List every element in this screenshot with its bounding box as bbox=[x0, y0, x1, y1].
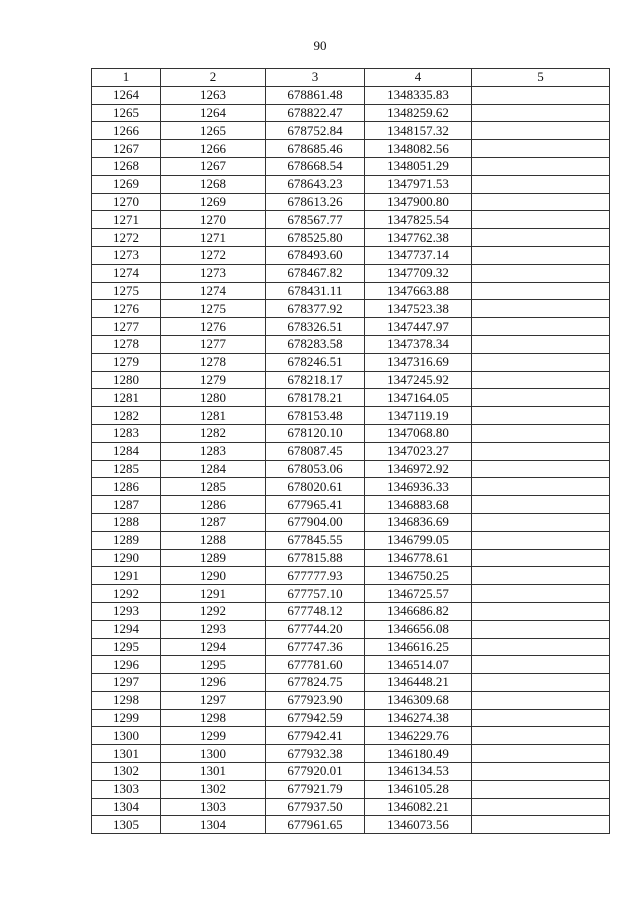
table-cell bbox=[472, 389, 610, 407]
table-cell: 677923.90 bbox=[266, 691, 365, 709]
table-cell: 1297 bbox=[161, 691, 266, 709]
page-number: 90 bbox=[313, 38, 327, 53]
table-cell bbox=[472, 353, 610, 371]
table-row bbox=[92, 496, 610, 514]
table-cell: 1346134.53 bbox=[365, 763, 472, 781]
table-cell: 1272 bbox=[92, 229, 161, 247]
table-cell bbox=[472, 140, 610, 158]
table-cell bbox=[472, 442, 610, 460]
table-cell: 1270 bbox=[161, 211, 266, 229]
table-cell: 1346105.28 bbox=[365, 780, 472, 798]
table-cell: 1285 bbox=[161, 478, 266, 496]
table-cell: 1295 bbox=[161, 656, 266, 674]
table-cell: 678020.61 bbox=[266, 478, 365, 496]
table-cell: 1287 bbox=[92, 496, 161, 514]
table-cell: 1277 bbox=[92, 318, 161, 336]
coordinates-table bbox=[91, 68, 610, 834]
table-cell: 677942.59 bbox=[266, 709, 365, 727]
table-cell: 1269 bbox=[92, 175, 161, 193]
table-cell: 1272 bbox=[161, 246, 266, 264]
table-row bbox=[92, 478, 610, 496]
table-cell: 1290 bbox=[92, 549, 161, 567]
table-cell: 1347316.69 bbox=[365, 353, 472, 371]
table-cell: 1302 bbox=[92, 763, 161, 781]
column-header: 2 bbox=[161, 69, 266, 87]
table-cell: 1268 bbox=[161, 175, 266, 193]
table-cell bbox=[472, 709, 610, 727]
table-cell: 677961.65 bbox=[266, 816, 365, 834]
table-cell: 1300 bbox=[92, 727, 161, 745]
table-cell: 1276 bbox=[92, 300, 161, 318]
table-cell: 1265 bbox=[92, 104, 161, 122]
table-row bbox=[92, 424, 610, 442]
table-cell: 1346750.25 bbox=[365, 567, 472, 585]
table-cell: 678153.48 bbox=[266, 407, 365, 425]
table-cell: 677942.41 bbox=[266, 727, 365, 745]
table-row bbox=[92, 620, 610, 638]
table-cell: 678668.54 bbox=[266, 157, 365, 175]
table-cell: 1264 bbox=[92, 86, 161, 104]
table-cell: 1348051.29 bbox=[365, 157, 472, 175]
table-row bbox=[92, 656, 610, 674]
table-cell: 1275 bbox=[161, 300, 266, 318]
table-cell: 677845.55 bbox=[266, 531, 365, 549]
table-cell bbox=[472, 424, 610, 442]
table-cell: 1346725.57 bbox=[365, 585, 472, 603]
table-cell: 1286 bbox=[161, 496, 266, 514]
table-cell: 1348082.56 bbox=[365, 140, 472, 158]
table-cell: 677904.00 bbox=[266, 513, 365, 531]
table-cell bbox=[472, 104, 610, 122]
table-cell: 1299 bbox=[161, 727, 266, 745]
table-cell: 1289 bbox=[92, 531, 161, 549]
table-row bbox=[92, 531, 610, 549]
table-cell: 1294 bbox=[161, 638, 266, 656]
table-cell: 1271 bbox=[92, 211, 161, 229]
table-cell: 1346836.69 bbox=[365, 513, 472, 531]
table-cell bbox=[472, 371, 610, 389]
table-row bbox=[92, 264, 610, 282]
table-cell: 1292 bbox=[161, 602, 266, 620]
table-cell bbox=[472, 780, 610, 798]
table-cell: 678685.46 bbox=[266, 140, 365, 158]
table-cell: 1303 bbox=[92, 780, 161, 798]
table-cell: 1304 bbox=[161, 816, 266, 834]
table-cell: 677937.50 bbox=[266, 798, 365, 816]
table-cell bbox=[472, 407, 610, 425]
table-cell: 1289 bbox=[161, 549, 266, 567]
table-cell: 1265 bbox=[161, 122, 266, 140]
table-cell: 677920.01 bbox=[266, 763, 365, 781]
table-cell: 1346229.76 bbox=[365, 727, 472, 745]
table-cell bbox=[472, 567, 610, 585]
table-cell: 1277 bbox=[161, 335, 266, 353]
table-cell bbox=[472, 318, 610, 336]
table-cell bbox=[472, 585, 610, 603]
table-cell: 1267 bbox=[92, 140, 161, 158]
table-cell: 1299 bbox=[92, 709, 161, 727]
table-cell: 678326.51 bbox=[266, 318, 365, 336]
table-cell bbox=[472, 816, 610, 834]
table-row bbox=[92, 229, 610, 247]
table-cell: 1274 bbox=[92, 264, 161, 282]
table-cell: 1293 bbox=[92, 602, 161, 620]
table-cell: 678822.47 bbox=[266, 104, 365, 122]
table-cell: 1348259.62 bbox=[365, 104, 472, 122]
table-cell: 1283 bbox=[92, 424, 161, 442]
table-cell: 1294 bbox=[92, 620, 161, 638]
table-cell: 1291 bbox=[92, 567, 161, 585]
table-cell: 1346073.56 bbox=[365, 816, 472, 834]
table-row bbox=[92, 691, 610, 709]
table-cell: 1347825.54 bbox=[365, 211, 472, 229]
table-cell: 678643.23 bbox=[266, 175, 365, 193]
table-cell: 1347119.19 bbox=[365, 407, 472, 425]
table-cell: 1296 bbox=[92, 656, 161, 674]
table-row bbox=[92, 122, 610, 140]
table-row bbox=[92, 638, 610, 656]
table-row bbox=[92, 674, 610, 692]
table-cell: 678493.60 bbox=[266, 246, 365, 264]
table-cell bbox=[472, 674, 610, 692]
table-cell: 1304 bbox=[92, 798, 161, 816]
table-row bbox=[92, 567, 610, 585]
table-cell bbox=[472, 122, 610, 140]
table-cell: 1292 bbox=[92, 585, 161, 603]
table-cell: 1346309.68 bbox=[365, 691, 472, 709]
table-row bbox=[92, 798, 610, 816]
table-cell: 1267 bbox=[161, 157, 266, 175]
table-cell: 677932.38 bbox=[266, 745, 365, 763]
table-cell: 1287 bbox=[161, 513, 266, 531]
table-cell: 1295 bbox=[92, 638, 161, 656]
table-cell: 1346448.21 bbox=[365, 674, 472, 692]
column-header: 5 bbox=[472, 69, 610, 87]
table-cell: 1348157.32 bbox=[365, 122, 472, 140]
table-cell: 1278 bbox=[161, 353, 266, 371]
table-cell: 1286 bbox=[92, 478, 161, 496]
table-cell: 1296 bbox=[161, 674, 266, 692]
table-cell: 678567.77 bbox=[266, 211, 365, 229]
table-cell: 677781.60 bbox=[266, 656, 365, 674]
table-row bbox=[92, 407, 610, 425]
table-cell: 1264 bbox=[161, 104, 266, 122]
table-cell: 677748.12 bbox=[266, 602, 365, 620]
table-cell bbox=[472, 157, 610, 175]
table-cell: 677747.36 bbox=[266, 638, 365, 656]
table-row bbox=[92, 745, 610, 763]
header-row bbox=[92, 69, 610, 87]
table-cell: 1284 bbox=[161, 460, 266, 478]
table-cell: 1346656.08 bbox=[365, 620, 472, 638]
table-cell bbox=[472, 620, 610, 638]
table-cell: 1346514.07 bbox=[365, 656, 472, 674]
table-row bbox=[92, 246, 610, 264]
table-row bbox=[92, 816, 610, 834]
table-cell: 677815.88 bbox=[266, 549, 365, 567]
table-row bbox=[92, 300, 610, 318]
table-cell: 1346972.92 bbox=[365, 460, 472, 478]
table-cell: 1297 bbox=[92, 674, 161, 692]
table-cell: 678087.45 bbox=[266, 442, 365, 460]
table-cell: 1282 bbox=[92, 407, 161, 425]
table-cell: 1263 bbox=[161, 86, 266, 104]
table-cell: 1270 bbox=[92, 193, 161, 211]
table-cell: 1347971.53 bbox=[365, 175, 472, 193]
table-cell bbox=[472, 549, 610, 567]
table-cell: 678467.82 bbox=[266, 264, 365, 282]
table-cell: 1347245.92 bbox=[365, 371, 472, 389]
table-cell: 1347663.88 bbox=[365, 282, 472, 300]
table-cell: 1280 bbox=[161, 389, 266, 407]
table-cell: 1278 bbox=[92, 335, 161, 353]
table-cell bbox=[472, 602, 610, 620]
table-cell: 1279 bbox=[92, 353, 161, 371]
table-cell: 1288 bbox=[92, 513, 161, 531]
table-row bbox=[92, 211, 610, 229]
table-cell: 1282 bbox=[161, 424, 266, 442]
table-cell: 678525.80 bbox=[266, 229, 365, 247]
table-cell: 678861.48 bbox=[266, 86, 365, 104]
column-header: 3 bbox=[266, 69, 365, 87]
table-row bbox=[92, 318, 610, 336]
table-cell: 678431.11 bbox=[266, 282, 365, 300]
table-cell: 1298 bbox=[92, 691, 161, 709]
table-cell: 1280 bbox=[92, 371, 161, 389]
table-cell: 1302 bbox=[161, 780, 266, 798]
table-cell: 1347068.80 bbox=[365, 424, 472, 442]
table-cell bbox=[472, 460, 610, 478]
table-body bbox=[92, 86, 610, 833]
table-cell: 1346180.49 bbox=[365, 745, 472, 763]
table-cell: 1347023.27 bbox=[365, 442, 472, 460]
table-cell: 1346616.25 bbox=[365, 638, 472, 656]
table-cell: 677777.93 bbox=[266, 567, 365, 585]
table-cell: 1291 bbox=[161, 585, 266, 603]
table-cell: 1285 bbox=[92, 460, 161, 478]
table-row bbox=[92, 460, 610, 478]
table-cell: 1269 bbox=[161, 193, 266, 211]
table-cell bbox=[472, 638, 610, 656]
table-cell: 1293 bbox=[161, 620, 266, 638]
table-cell: 678053.06 bbox=[266, 460, 365, 478]
table-cell: 1346082.21 bbox=[365, 798, 472, 816]
table-cell: 677824.75 bbox=[266, 674, 365, 692]
table-row bbox=[92, 175, 610, 193]
table-cell: 1290 bbox=[161, 567, 266, 585]
table-cell: 678377.92 bbox=[266, 300, 365, 318]
table-row bbox=[92, 140, 610, 158]
table-cell: 1347447.97 bbox=[365, 318, 472, 336]
table-cell: 1347378.34 bbox=[365, 335, 472, 353]
table-cell: 1300 bbox=[161, 745, 266, 763]
table-row bbox=[92, 585, 610, 603]
table-cell: 1346274.38 bbox=[365, 709, 472, 727]
table-cell bbox=[472, 264, 610, 282]
table-cell bbox=[472, 531, 610, 549]
table-row bbox=[92, 513, 610, 531]
table-row bbox=[92, 709, 610, 727]
table-cell: 1346936.33 bbox=[365, 478, 472, 496]
table-row bbox=[92, 389, 610, 407]
table-cell bbox=[472, 300, 610, 318]
table-cell: 1284 bbox=[92, 442, 161, 460]
table-cell: 1281 bbox=[161, 407, 266, 425]
table-cell bbox=[472, 798, 610, 816]
table-cell: 1268 bbox=[92, 157, 161, 175]
table-cell: 1346686.82 bbox=[365, 602, 472, 620]
table-cell: 1273 bbox=[92, 246, 161, 264]
table-row bbox=[92, 371, 610, 389]
table-row bbox=[92, 335, 610, 353]
table-row bbox=[92, 727, 610, 745]
table-cell: 677757.10 bbox=[266, 585, 365, 603]
table-cell bbox=[472, 229, 610, 247]
table-cell: 1274 bbox=[161, 282, 266, 300]
table-cell: 678613.26 bbox=[266, 193, 365, 211]
table-cell: 1347523.38 bbox=[365, 300, 472, 318]
column-header: 4 bbox=[365, 69, 472, 87]
table-cell: 1346883.68 bbox=[365, 496, 472, 514]
table-cell: 1266 bbox=[92, 122, 161, 140]
table-row bbox=[92, 353, 610, 371]
table-cell bbox=[472, 727, 610, 745]
table-cell: 1279 bbox=[161, 371, 266, 389]
table-cell bbox=[472, 656, 610, 674]
table-cell: 1288 bbox=[161, 531, 266, 549]
table-row bbox=[92, 282, 610, 300]
table-cell bbox=[472, 335, 610, 353]
table-cell bbox=[472, 175, 610, 193]
table-cell: 1271 bbox=[161, 229, 266, 247]
table-row bbox=[92, 780, 610, 798]
table-cell: 677744.20 bbox=[266, 620, 365, 638]
table-cell: 1301 bbox=[92, 745, 161, 763]
table-cell: 678178.21 bbox=[266, 389, 365, 407]
table-cell: 677965.41 bbox=[266, 496, 365, 514]
table-cell: 1266 bbox=[161, 140, 266, 158]
table-row bbox=[92, 193, 610, 211]
table-cell: 1347900.80 bbox=[365, 193, 472, 211]
table-row bbox=[92, 104, 610, 122]
table-cell: 1276 bbox=[161, 318, 266, 336]
table-cell: 1346778.61 bbox=[365, 549, 472, 567]
table-cell: 678218.17 bbox=[266, 371, 365, 389]
table-cell bbox=[472, 513, 610, 531]
table-cell bbox=[472, 193, 610, 211]
table-cell bbox=[472, 496, 610, 514]
table-cell: 678120.10 bbox=[266, 424, 365, 442]
table-cell bbox=[472, 86, 610, 104]
table-cell: 1281 bbox=[92, 389, 161, 407]
table-cell: 1303 bbox=[161, 798, 266, 816]
table-cell: 1273 bbox=[161, 264, 266, 282]
table-cell bbox=[472, 282, 610, 300]
table-cell: 678246.51 bbox=[266, 353, 365, 371]
table-cell: 1348335.83 bbox=[365, 86, 472, 104]
table-cell: 1301 bbox=[161, 763, 266, 781]
table-cell: 1347164.05 bbox=[365, 389, 472, 407]
table-cell: 1298 bbox=[161, 709, 266, 727]
table-cell: 1275 bbox=[92, 282, 161, 300]
table-cell: 1346799.05 bbox=[365, 531, 472, 549]
table-row bbox=[92, 157, 610, 175]
table-cell: 1347762.38 bbox=[365, 229, 472, 247]
table-cell bbox=[472, 745, 610, 763]
column-header: 1 bbox=[92, 69, 161, 87]
table-cell: 678283.58 bbox=[266, 335, 365, 353]
table-cell: 1347737.14 bbox=[365, 246, 472, 264]
table-cell: 677921.79 bbox=[266, 780, 365, 798]
table-cell bbox=[472, 211, 610, 229]
table-cell bbox=[472, 763, 610, 781]
table-cell: 1283 bbox=[161, 442, 266, 460]
table-row bbox=[92, 763, 610, 781]
table-cell bbox=[472, 246, 610, 264]
table-cell: 678752.84 bbox=[266, 122, 365, 140]
table-cell: 1347709.32 bbox=[365, 264, 472, 282]
table-row bbox=[92, 602, 610, 620]
table-cell bbox=[472, 478, 610, 496]
table-cell bbox=[472, 691, 610, 709]
table-cell: 1305 bbox=[92, 816, 161, 834]
table-row bbox=[92, 442, 610, 460]
table-row bbox=[92, 86, 610, 104]
table-row bbox=[92, 549, 610, 567]
